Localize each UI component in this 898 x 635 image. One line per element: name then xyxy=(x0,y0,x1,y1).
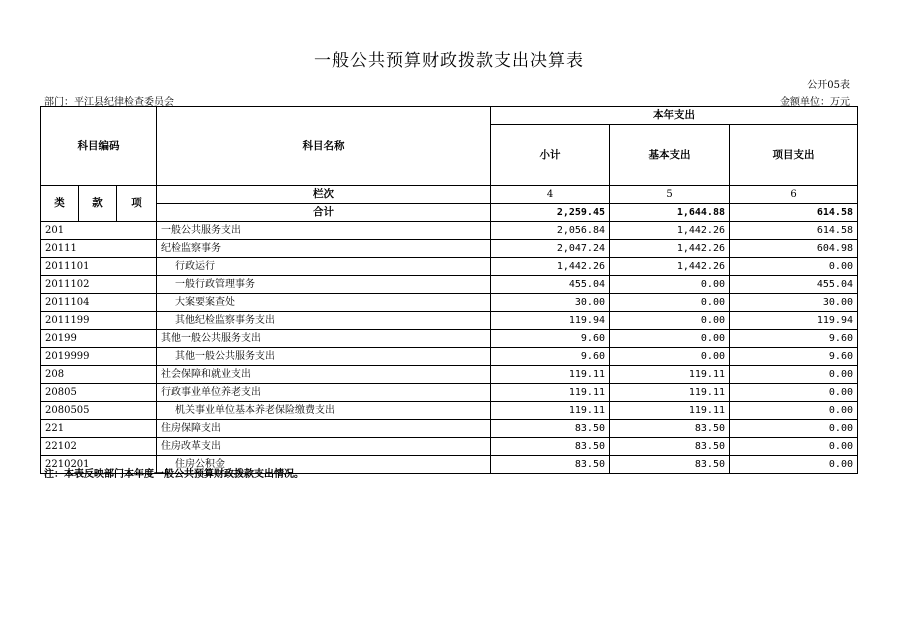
row-basic: 119.11 xyxy=(610,384,730,402)
row-code: 2210201 xyxy=(41,456,157,474)
header-code: 科目编码 xyxy=(41,107,157,186)
table-row xyxy=(41,438,858,456)
row-subtotal: 30.00 xyxy=(491,294,610,312)
row-basic: 0.00 xyxy=(610,294,730,312)
page-title: 一般公共预算财政拨款支出决算表 xyxy=(314,51,584,71)
row-code: 20805 xyxy=(41,384,157,402)
row-code: 208 xyxy=(41,366,157,384)
row-project: 0.00 xyxy=(730,456,858,474)
row-subtotal: 1,442.26 xyxy=(491,258,610,276)
row-name: 纪检监察事务 xyxy=(157,240,491,258)
row-code: 22102 xyxy=(41,438,157,456)
table-row xyxy=(41,420,858,438)
department-label: 部门：平江县纪律检查委员会 xyxy=(44,97,174,108)
row-subtotal: 2,056.84 xyxy=(491,222,610,240)
row-code: 2080505 xyxy=(41,402,157,420)
row-name: 机关事业单位基本养老保险缴费支出 xyxy=(157,402,491,420)
table-row xyxy=(41,348,858,366)
row-basic: 83.50 xyxy=(610,456,730,474)
header-row-1 xyxy=(41,107,858,125)
row-subtotal: 9.60 xyxy=(491,348,610,366)
row-name: 行政运行 xyxy=(157,258,491,276)
row-project: 30.00 xyxy=(730,294,858,312)
row-subtotal: 2,047.24 xyxy=(491,240,610,258)
row-subtotal: 119.11 xyxy=(491,402,610,420)
row-code: 20199 xyxy=(41,330,157,348)
row-name: 住房改革支出 xyxy=(157,438,491,456)
table-row xyxy=(41,222,858,240)
row-project: 119.94 xyxy=(730,312,858,330)
row-project: 0.00 xyxy=(730,420,858,438)
table-row xyxy=(41,312,858,330)
row-basic: 1,442.26 xyxy=(610,222,730,240)
row-name: 一般行政管理事务 xyxy=(157,276,491,294)
header-subtotal: 小计 xyxy=(491,125,610,186)
row-subtotal: 9.60 xyxy=(491,330,610,348)
total-basic: 1,644.88 xyxy=(610,204,730,222)
header-basic: 基本支出 xyxy=(610,125,730,186)
row-basic: 0.00 xyxy=(610,312,730,330)
header-kuan: 款 xyxy=(79,186,117,222)
row-basic: 83.50 xyxy=(610,438,730,456)
row-code: 2011101 xyxy=(41,258,157,276)
total-label: 合计 xyxy=(157,204,491,222)
row-project: 604.98 xyxy=(730,240,858,258)
row-code: 201 xyxy=(41,222,157,240)
row-name: 一般公共服务支出 xyxy=(157,222,491,240)
row-basic: 1,442.26 xyxy=(610,258,730,276)
header-row-3 xyxy=(41,186,858,204)
row-basic: 119.11 xyxy=(610,366,730,384)
header-current-year: 本年支出 xyxy=(491,107,858,125)
row-basic: 0.00 xyxy=(610,276,730,294)
col-number-6: 6 xyxy=(730,186,858,204)
row-subtotal: 83.50 xyxy=(491,420,610,438)
row-code: 2011104 xyxy=(41,294,157,312)
footnote: 注：本表反映部门本年度一般公共预算财政拨款支出情况。 xyxy=(44,469,304,480)
header-lei: 类 xyxy=(41,186,79,222)
total-row xyxy=(41,204,858,222)
total-subtotal: 2,259.45 xyxy=(491,204,610,222)
row-name: 大案要案查处 xyxy=(157,294,491,312)
row-name: 其他一般公共服务支出 xyxy=(157,348,491,366)
row-name: 其他一般公共服务支出 xyxy=(157,330,491,348)
row-code: 221 xyxy=(41,420,157,438)
table-row xyxy=(41,384,858,402)
row-name: 其他纪检监察事务支出 xyxy=(157,312,491,330)
row-subtotal: 83.50 xyxy=(491,438,610,456)
unit-label: 金额单位：万元 xyxy=(780,97,850,108)
row-code: 2019999 xyxy=(41,348,157,366)
row-basic: 0.00 xyxy=(610,330,730,348)
row-project: 455.04 xyxy=(730,276,858,294)
table-row xyxy=(41,366,858,384)
form-number: 公开05表 xyxy=(807,80,850,91)
row-project: 0.00 xyxy=(730,366,858,384)
header-xiang: 项 xyxy=(117,186,157,222)
row-basic: 119.11 xyxy=(610,402,730,420)
row-subtotal: 83.50 xyxy=(491,456,610,474)
table-row xyxy=(41,240,858,258)
table-row xyxy=(41,294,858,312)
col-number-4: 4 xyxy=(491,186,610,204)
col-number-5: 5 xyxy=(610,186,730,204)
table-row xyxy=(41,402,858,420)
row-project: 0.00 xyxy=(730,438,858,456)
row-project: 0.00 xyxy=(730,384,858,402)
row-basic: 1,442.26 xyxy=(610,240,730,258)
row-basic: 0.00 xyxy=(610,348,730,366)
table-row xyxy=(41,276,858,294)
row-project: 614.58 xyxy=(730,222,858,240)
header-project: 项目支出 xyxy=(730,125,858,186)
row-project: 9.60 xyxy=(730,348,858,366)
row-name: 社会保障和就业支出 xyxy=(157,366,491,384)
row-basic: 83.50 xyxy=(610,420,730,438)
table-row xyxy=(41,258,858,276)
row-project: 0.00 xyxy=(730,258,858,276)
row-project: 9.60 xyxy=(730,330,858,348)
header-lanci: 栏次 xyxy=(157,186,491,204)
row-code: 20111 xyxy=(41,240,157,258)
row-code: 2011102 xyxy=(41,276,157,294)
row-name: 行政事业单位养老支出 xyxy=(157,384,491,402)
table-row xyxy=(41,330,858,348)
row-subtotal: 455.04 xyxy=(491,276,610,294)
row-subtotal: 119.11 xyxy=(491,384,610,402)
row-project: 0.00 xyxy=(730,402,858,420)
row-subtotal: 119.94 xyxy=(491,312,610,330)
expenditure-table xyxy=(40,106,858,474)
row-name: 住房保障支出 xyxy=(157,420,491,438)
total-project: 614.58 xyxy=(730,204,858,222)
header-name: 科目名称 xyxy=(157,107,491,186)
row-name: 住房公积金 xyxy=(157,456,491,474)
row-subtotal: 119.11 xyxy=(491,366,610,384)
row-code: 2011199 xyxy=(41,312,157,330)
